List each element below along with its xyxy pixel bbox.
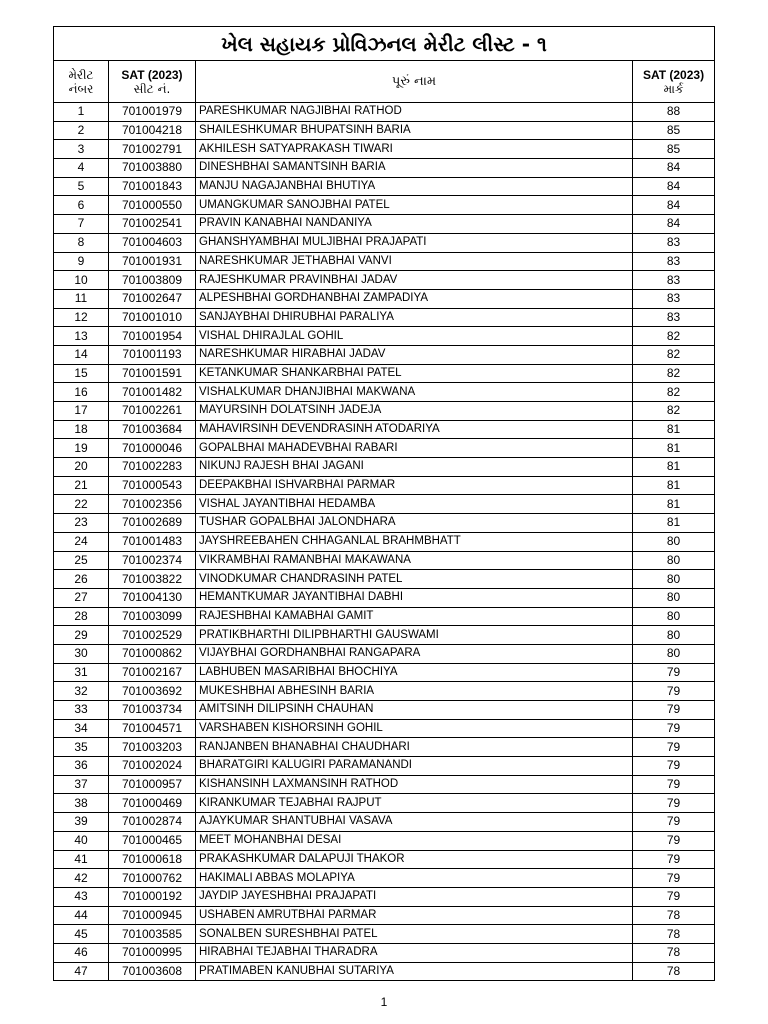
seat-number-cell: 701000762 [109,869,196,888]
table-row [54,271,715,290]
marks-cell: 78 [633,943,715,962]
merit-number-cell: 2 [54,121,109,140]
seat-number-cell: 701000957 [109,775,196,794]
table-row [54,644,715,663]
full-name-cell: MUKESHBHAI ABHESINH BARIA [196,682,633,701]
seat-number-cell: 701002874 [109,813,196,832]
table-row [54,831,715,850]
merit-number-cell: 17 [54,402,109,421]
marks-cell: 78 [633,962,715,981]
table-row [54,439,715,458]
table-row [54,719,715,738]
table-row [54,308,715,327]
full-name-cell: VISHAL JAYANTIBHAI HEDAMBA [196,495,633,514]
seat-number-cell: 701003734 [109,701,196,720]
marks-cell: 80 [633,644,715,663]
table-row [54,570,715,589]
full-name-cell: USHABEN AMRUTBHAI PARMAR [196,906,633,925]
merit-number-cell: 37 [54,775,109,794]
full-name-cell: DINESHBHAI SAMANTSINH BARIA [196,159,633,178]
marks-cell: 79 [633,887,715,906]
marks-cell: 85 [633,140,715,159]
seat-number-cell: 701003880 [109,159,196,178]
table-row [54,943,715,962]
table-row [54,738,715,757]
marks-cell: 81 [633,476,715,495]
table-row [54,701,715,720]
marks-cell: 82 [633,402,715,421]
seat-number-cell: 701000618 [109,850,196,869]
table-row [54,850,715,869]
marks-cell: 83 [633,233,715,252]
seat-number-cell: 701003684 [109,420,196,439]
merit-number-cell: 28 [54,607,109,626]
merit-number-cell: 46 [54,943,109,962]
seat-number-cell: 701000465 [109,831,196,850]
table-row [54,345,715,364]
marks-cell: 79 [633,775,715,794]
table-row [54,757,715,776]
merit-number-cell: 16 [54,383,109,402]
merit-number-cell: 12 [54,308,109,327]
merit-number-cell: 35 [54,738,109,757]
seat-number-cell: 701001954 [109,327,196,346]
seat-number-cell: 701002647 [109,289,196,308]
marks-cell: 79 [633,757,715,776]
full-name-cell: NIKUNJ RAJESH BHAI JAGANI [196,458,633,477]
marks-cell: 81 [633,420,715,439]
seat-number-cell: 701002529 [109,626,196,645]
full-name-cell: HIRABHAI TEJABHAI THARADRA [196,943,633,962]
table-row [54,607,715,626]
seat-number-cell: 701000862 [109,644,196,663]
merit-header-line2: નંબર [68,81,94,96]
full-name-cell: RAJESHBHAI KAMABHAI GAMIT [196,607,633,626]
seat-number-cell: 701000995 [109,943,196,962]
merit-number-cell: 18 [54,420,109,439]
seat-number-cell: 701004130 [109,588,196,607]
full-name-cell: VIKRAMBHAI RAMANBHAI MAKAWANA [196,551,633,570]
table-row [54,103,715,122]
merit-number-cell: 31 [54,663,109,682]
full-name-cell: NARESHKUMAR JETHABHAI VANVI [196,252,633,271]
full-name-cell: NARESHKUMAR HIRABHAI JADAV [196,345,633,364]
merit-number-cell: 22 [54,495,109,514]
merit-number-cell: 1 [54,103,109,122]
marks-cell: 78 [633,906,715,925]
full-name-cell: AMITSINH DILIPSINH CHAUHAN [196,701,633,720]
marks-cell: 80 [633,607,715,626]
marks-cell: 83 [633,308,715,327]
seat-header-line2: સીટ નં. [133,81,171,96]
marks-cell: 84 [633,159,715,178]
table-row [54,682,715,701]
marks-cell: 79 [633,869,715,888]
table-row [54,514,715,533]
seat-header-line1: SAT (2023) [121,67,183,82]
full-name-cell: JAYDIP JAYESHBHAI PRAJAPATI [196,887,633,906]
full-name-cell: SANJAYBHAI DHIRUBHAI PARALIYA [196,308,633,327]
merit-number-cell: 42 [54,869,109,888]
seat-number-header [109,61,196,103]
seat-number-cell: 701001482 [109,383,196,402]
seat-number-cell: 701001483 [109,532,196,551]
merit-number-header [54,61,109,103]
table-row [54,364,715,383]
table-row [54,551,715,570]
merit-number-cell: 30 [54,644,109,663]
full-name-cell: HEMANTKUMAR JAYANTIBHAI DABHI [196,588,633,607]
marks-cell: 83 [633,271,715,290]
marks-cell: 85 [633,121,715,140]
marks-cell: 82 [633,364,715,383]
full-name-cell: LABHUBEN MASARIBHAI BHOCHIYA [196,663,633,682]
table-row [54,794,715,813]
merit-number-cell: 40 [54,831,109,850]
merit-number-cell: 6 [54,196,109,215]
full-name-cell: PRATIMABEN KANUBHAI SUTARIYA [196,962,633,981]
marks-cell: 84 [633,215,715,234]
marks-cell: 80 [633,626,715,645]
table-row [54,495,715,514]
full-name-cell: JAYSHREEBAHEN CHHAGANLAL BRAHMBHATT [196,532,633,551]
page-number: 1 [380,995,388,1009]
table-row [54,233,715,252]
marks-header [633,61,715,103]
table-row [54,962,715,981]
seat-number-cell: 701004218 [109,121,196,140]
marks-cell: 82 [633,345,715,364]
column-header-row [54,61,715,103]
seat-number-cell: 701002024 [109,757,196,776]
table-row [54,626,715,645]
merit-number-cell: 5 [54,177,109,196]
merit-list-table [53,26,715,981]
merit-number-cell: 26 [54,570,109,589]
table-row [54,252,715,271]
marks-cell: 78 [633,925,715,944]
full-name-cell: KETANKUMAR SHANKARBHAI PATEL [196,364,633,383]
merit-rows [54,103,715,981]
marks-cell: 79 [633,831,715,850]
merit-number-cell: 47 [54,962,109,981]
seat-number-cell: 701001010 [109,308,196,327]
full-name-cell: RAJESHKUMAR PRAVINBHAI JADAV [196,271,633,290]
seat-number-cell: 701000550 [109,196,196,215]
merit-number-cell: 41 [54,850,109,869]
full-name-cell: DEEPAKBHAI ISHVARBHAI PARMAR [196,476,633,495]
merit-number-cell: 23 [54,514,109,533]
marks-cell: 79 [633,663,715,682]
full-name-header: પૂરું નામ [196,61,633,103]
full-name-cell: VINODKUMAR CHANDRASINH PATEL [196,570,633,589]
marks-cell: 79 [633,850,715,869]
table-row [54,327,715,346]
table-row [54,289,715,308]
marks-cell: 81 [633,439,715,458]
full-name-cell: SHAILESHKUMAR BHUPATSINH BARIA [196,121,633,140]
full-name-cell: BHARATGIRI KALUGIRI PARAMANANDI [196,757,633,776]
table-row [54,813,715,832]
seat-number-cell: 701003692 [109,682,196,701]
marks-cell: 79 [633,682,715,701]
seat-number-cell: 701000469 [109,794,196,813]
seat-number-cell: 701001843 [109,177,196,196]
seat-number-cell: 701002356 [109,495,196,514]
merit-number-cell: 44 [54,906,109,925]
table-row [54,663,715,682]
merit-number-cell: 33 [54,701,109,720]
table-row [54,532,715,551]
merit-number-cell: 32 [54,682,109,701]
table-row [54,476,715,495]
seat-number-cell: 701001931 [109,252,196,271]
seat-number-cell: 701002791 [109,140,196,159]
marks-cell: 80 [633,588,715,607]
merit-header-line1: મેરીટ [68,67,94,82]
table-row [54,383,715,402]
seat-number-cell: 701000543 [109,476,196,495]
full-name-cell: VARSHABEN KISHORSINH GOHIL [196,719,633,738]
seat-number-cell: 701003608 [109,962,196,981]
marks-cell: 88 [633,103,715,122]
seat-number-cell: 701002374 [109,551,196,570]
full-name-cell: VIJAYBHAI GORDHANBHAI RANGAPARA [196,644,633,663]
merit-number-cell: 45 [54,925,109,944]
merit-number-cell: 29 [54,626,109,645]
full-name-cell: PARESHKUMAR NAGJIBHAI RATHOD [196,103,633,122]
full-name-cell: VISHALKUMAR DHANJIBHAI MAKWANA [196,383,633,402]
full-name-cell: VISHAL DHIRAJLAL GOHIL [196,327,633,346]
marks-cell: 79 [633,701,715,720]
marks-cell: 79 [633,813,715,832]
table-row [54,215,715,234]
seat-number-cell: 701003809 [109,271,196,290]
seat-number-cell: 701002283 [109,458,196,477]
marks-cell: 83 [633,252,715,271]
seat-number-cell: 701003203 [109,738,196,757]
full-name-cell: HAKIMALI ABBAS MOLAPIYA [196,869,633,888]
marks-cell: 80 [633,551,715,570]
full-name-cell: PRATIKBHARTHI DILIPBHARTHI GAUSWAMI [196,626,633,645]
table-row [54,906,715,925]
full-name-cell: MANJU NAGAJANBHAI BHUTIYA [196,177,633,196]
seat-number-cell: 701001979 [109,103,196,122]
merit-number-cell: 3 [54,140,109,159]
marks-cell: 82 [633,383,715,402]
table-row [54,402,715,421]
seat-number-cell: 701002261 [109,402,196,421]
table-row [54,121,715,140]
seat-number-cell: 701003585 [109,925,196,944]
seat-number-cell: 701002689 [109,514,196,533]
merit-number-cell: 43 [54,887,109,906]
merit-number-cell: 4 [54,159,109,178]
merit-number-cell: 19 [54,439,109,458]
table-row [54,869,715,888]
merit-number-cell: 14 [54,345,109,364]
merit-number-cell: 34 [54,719,109,738]
full-name-cell: TUSHAR GOPALBHAI JALONDHARA [196,514,633,533]
full-name-cell: MAYURSINH DOLATSINH JADEJA [196,402,633,421]
full-name-cell: AKHILESH SATYAPRAKASH TIWARI [196,140,633,159]
seat-number-cell: 701002541 [109,215,196,234]
full-name-cell: KISHANSINH LAXMANSINH RATHOD [196,775,633,794]
table-row [54,775,715,794]
full-name-cell: RANJANBEN BHANABHAI CHAUDHARI [196,738,633,757]
seat-number-cell: 701000945 [109,906,196,925]
marks-cell: 84 [633,196,715,215]
table-row [54,925,715,944]
full-name-cell: KIRANKUMAR TEJABHAI RAJPUT [196,794,633,813]
table-row [54,588,715,607]
merit-number-cell: 7 [54,215,109,234]
merit-number-cell: 39 [54,813,109,832]
document-title: ખેલ સહાયક પ્રોવિઝનલ મેરીટ લીસ્ટ - ૧ [54,27,715,61]
full-name-cell: SONALBEN SURESHBHAI PATEL [196,925,633,944]
marks-cell: 81 [633,458,715,477]
seat-number-cell: 701004571 [109,719,196,738]
merit-number-cell: 24 [54,532,109,551]
marks-cell: 81 [633,495,715,514]
seat-number-cell: 701003822 [109,570,196,589]
full-name-cell: AJAYKUMAR SHANTUBHAI VASAVA [196,813,633,832]
merit-number-cell: 10 [54,271,109,290]
table-row [54,177,715,196]
marks-header-line1: SAT (2023) [642,67,705,82]
table-row [54,140,715,159]
marks-cell: 82 [633,327,715,346]
full-name-cell: PRAKASHKUMAR DALAPUJI THAKOR [196,850,633,869]
merit-number-cell: 20 [54,458,109,477]
merit-number-cell: 38 [54,794,109,813]
merit-number-cell: 15 [54,364,109,383]
marks-cell: 79 [633,738,715,757]
full-name-cell: UMANGKUMAR SANOJBHAI PATEL [196,196,633,215]
marks-cell: 81 [633,514,715,533]
seat-number-cell: 701001591 [109,364,196,383]
merit-number-cell: 11 [54,289,109,308]
full-name-cell: ALPESHBHAI GORDHANBHAI ZAMPADIYA [196,289,633,308]
full-name-cell: GHANSHYAMBHAI MULJIBHAI PRAJAPATI [196,233,633,252]
merit-number-cell: 21 [54,476,109,495]
merit-number-cell: 8 [54,233,109,252]
marks-cell: 79 [633,794,715,813]
table-row [54,887,715,906]
marks-cell: 79 [633,719,715,738]
seat-number-cell: 701002167 [109,663,196,682]
merit-number-cell: 25 [54,551,109,570]
full-name-cell: PRAVIN KANABHAI NANDANIYA [196,215,633,234]
marks-cell: 84 [633,177,715,196]
seat-number-cell: 701000046 [109,439,196,458]
table-row [54,458,715,477]
merit-number-cell: 13 [54,327,109,346]
seat-number-cell: 701000192 [109,887,196,906]
table-row [54,196,715,215]
full-name-cell: MEET MOHANBHAI DESAI [196,831,633,850]
full-name-cell: GOPALBHAI MAHADEVBHAI RABARI [196,439,633,458]
seat-number-cell: 701003099 [109,607,196,626]
seat-number-cell: 701001193 [109,345,196,364]
merit-number-cell: 36 [54,757,109,776]
merit-number-cell: 9 [54,252,109,271]
marks-cell: 80 [633,532,715,551]
merit-number-cell: 27 [54,588,109,607]
table-row [54,420,715,439]
table-row [54,159,715,178]
full-name-cell: MAHAVIRSINH DEVENDRASINH ATODARIYA [196,420,633,439]
marks-cell: 80 [633,570,715,589]
seat-number-cell: 701004603 [109,233,196,252]
marks-cell: 83 [633,289,715,308]
marks-header-line2: માર્ક [663,81,684,96]
